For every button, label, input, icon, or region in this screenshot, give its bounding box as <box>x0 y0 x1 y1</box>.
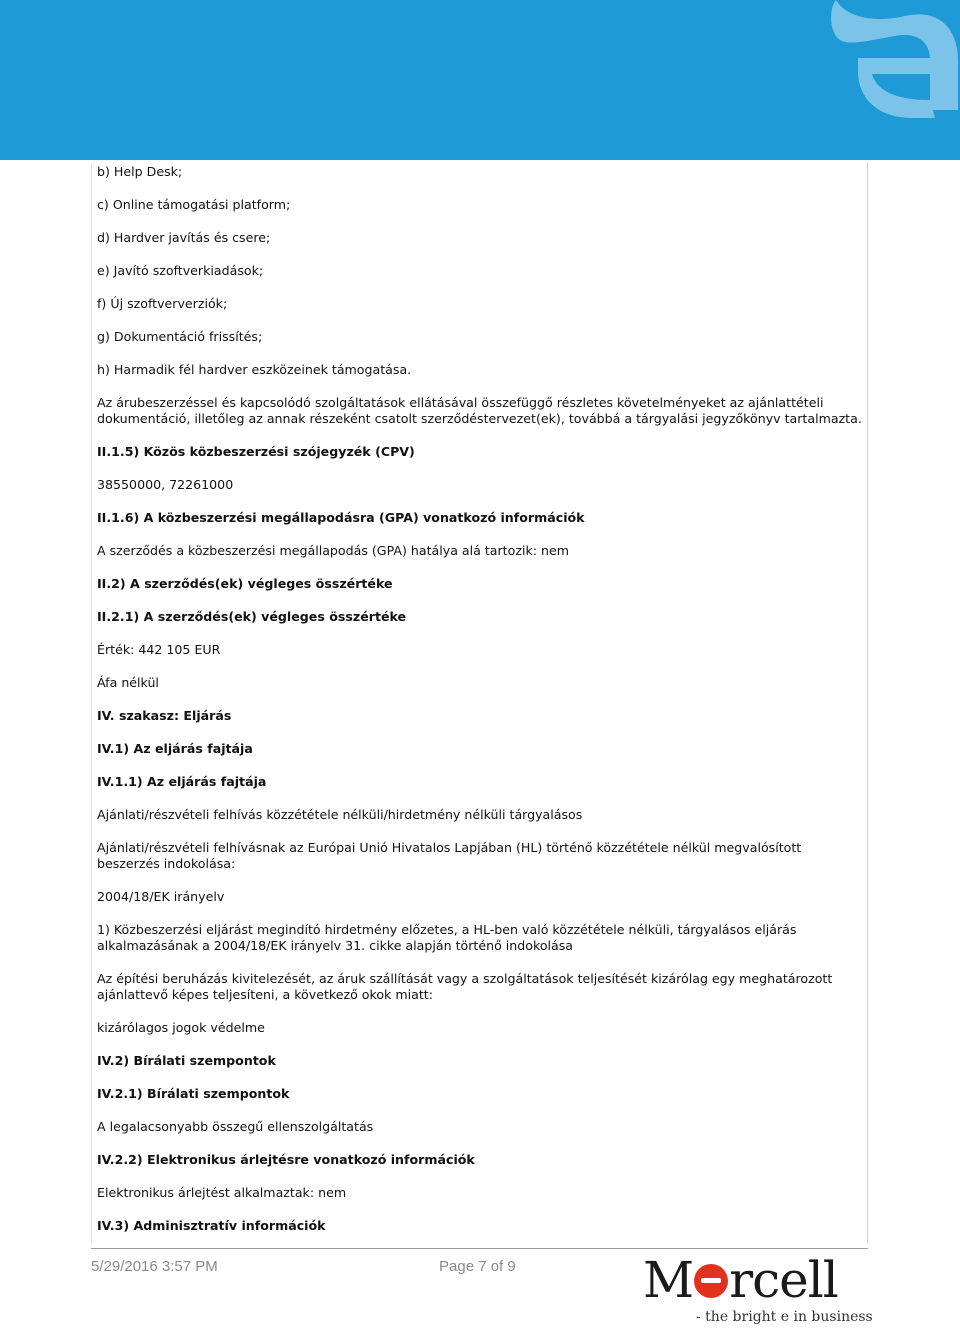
section-heading: II.2) A szerződés(ek) végleges összértéke <box>97 576 393 591</box>
list-item: d) Hardver javítás és csere; <box>97 230 271 245</box>
paragraph: Áfa nélkül <box>97 675 159 690</box>
section-heading: IV.1.1) Az eljárás fajtája <box>97 774 267 789</box>
header-banner <box>0 0 960 160</box>
page-frame-right <box>867 163 868 1243</box>
section-heading: II.1.5) Közös közbeszerzési szójegyzék (CPV) <box>97 444 415 459</box>
list-item: b) Help Desk; <box>97 164 183 179</box>
section-heading: IV.2.2) Elektronikus árlejtésre vonatkozó információk <box>97 1152 475 1167</box>
footer-divider <box>91 1248 868 1249</box>
paragraph: A szerződés a közbeszerzési megállapodás (GPA) hatálya alá tartozik: nem <box>97 543 569 558</box>
paragraph: Az építési beruházás kivitelezését, az áruk szállítását vagy a szolgáltatások teljesítését kizárólag egy meghatározott ajánlattevő képes teljesíteni, a következő okok miatt: <box>97 971 833 1002</box>
page-number: Page 7 of 9 <box>439 1258 516 1275</box>
logo-letter: M <box>643 1251 694 1309</box>
marcell-logo <box>643 1251 873 1329</box>
paragraph: Elektronikus árlejtést alkalmaztak: nem <box>97 1185 347 1200</box>
section-heading: II.1.6) A közbeszerzési megállapodásra (GPA) vonatkozó információk <box>97 510 585 525</box>
logo-wordmark <box>643 1252 838 1308</box>
list-item: h) Harmadik fél hardver eszközeinek támogatása. <box>97 362 412 377</box>
section-heading: II.2.1) A szerződés(ek) végleges összértéke <box>97 609 407 624</box>
list-item: c) Online támogatási platform; <box>97 197 291 212</box>
footer-date: 5/29/2016 3:57 PM <box>91 1258 218 1275</box>
section-heading: IV.3) Adminisztratív információk <box>97 1218 326 1233</box>
section-heading: IV.2) Bírálati szempontok <box>97 1053 276 1068</box>
paragraph: Érték: 442 105 EUR <box>97 642 221 657</box>
paragraph: Ajánlati/részvételi felhívásnak az Európai Unió Hivatalos Lapjában (HL) történő közzététele nélkül megvalósított beszerzés indokolása: <box>97 840 802 871</box>
logo-e-icon <box>694 1264 728 1298</box>
paragraph: Az árubeszerzéssel és kapcsolódó szolgáltatások ellátásával összefüggő részletes követelményeket az ajánlattételi dokumentáció, illetőleg az annak részeként csatolt szerződéstervezet(ek), továbbá a tárgyalási jegyzőkönyv tartalmazta. <box>97 395 862 426</box>
list-item: e) Javító szoftverkiadások; <box>97 263 264 278</box>
paragraph: 1) Közbeszerzési eljárást megindító hirdetmény előzetes, a HL-ben való közzététele nélküli, tárgyalásos eljárás alkalmazásának a 2004/18/EK irányelv 31. cikke alapján történő indokolása <box>97 922 797 953</box>
paragraph: 38550000, 72261000 <box>97 477 234 492</box>
logo-tagline: - the bright e in business <box>696 1309 873 1325</box>
paragraph: 2004/18/EK irányelv <box>97 889 225 904</box>
paragraph: A legalacsonyabb összegű ellenszolgáltatás <box>97 1119 374 1134</box>
page-frame-left <box>91 163 92 1243</box>
banner-logo-icon <box>0 0 960 160</box>
logo-letters: rcell <box>729 1251 838 1309</box>
list-item: g) Dokumentáció frissítés; <box>97 329 263 344</box>
list-item: f) Új szoftververziók; <box>97 296 228 311</box>
paragraph: kizárólagos jogok védelme <box>97 1020 265 1035</box>
section-heading: IV. szakasz: Eljárás <box>97 708 232 723</box>
paragraph: Ajánlati/részvételi felhívás közzététele nélküli/hirdetmény nélküli tárgyalásos <box>97 807 583 822</box>
section-heading: IV.1) Az eljárás fajtája <box>97 741 253 756</box>
section-heading: IV.2.1) Bírálati szempontok <box>97 1086 290 1101</box>
